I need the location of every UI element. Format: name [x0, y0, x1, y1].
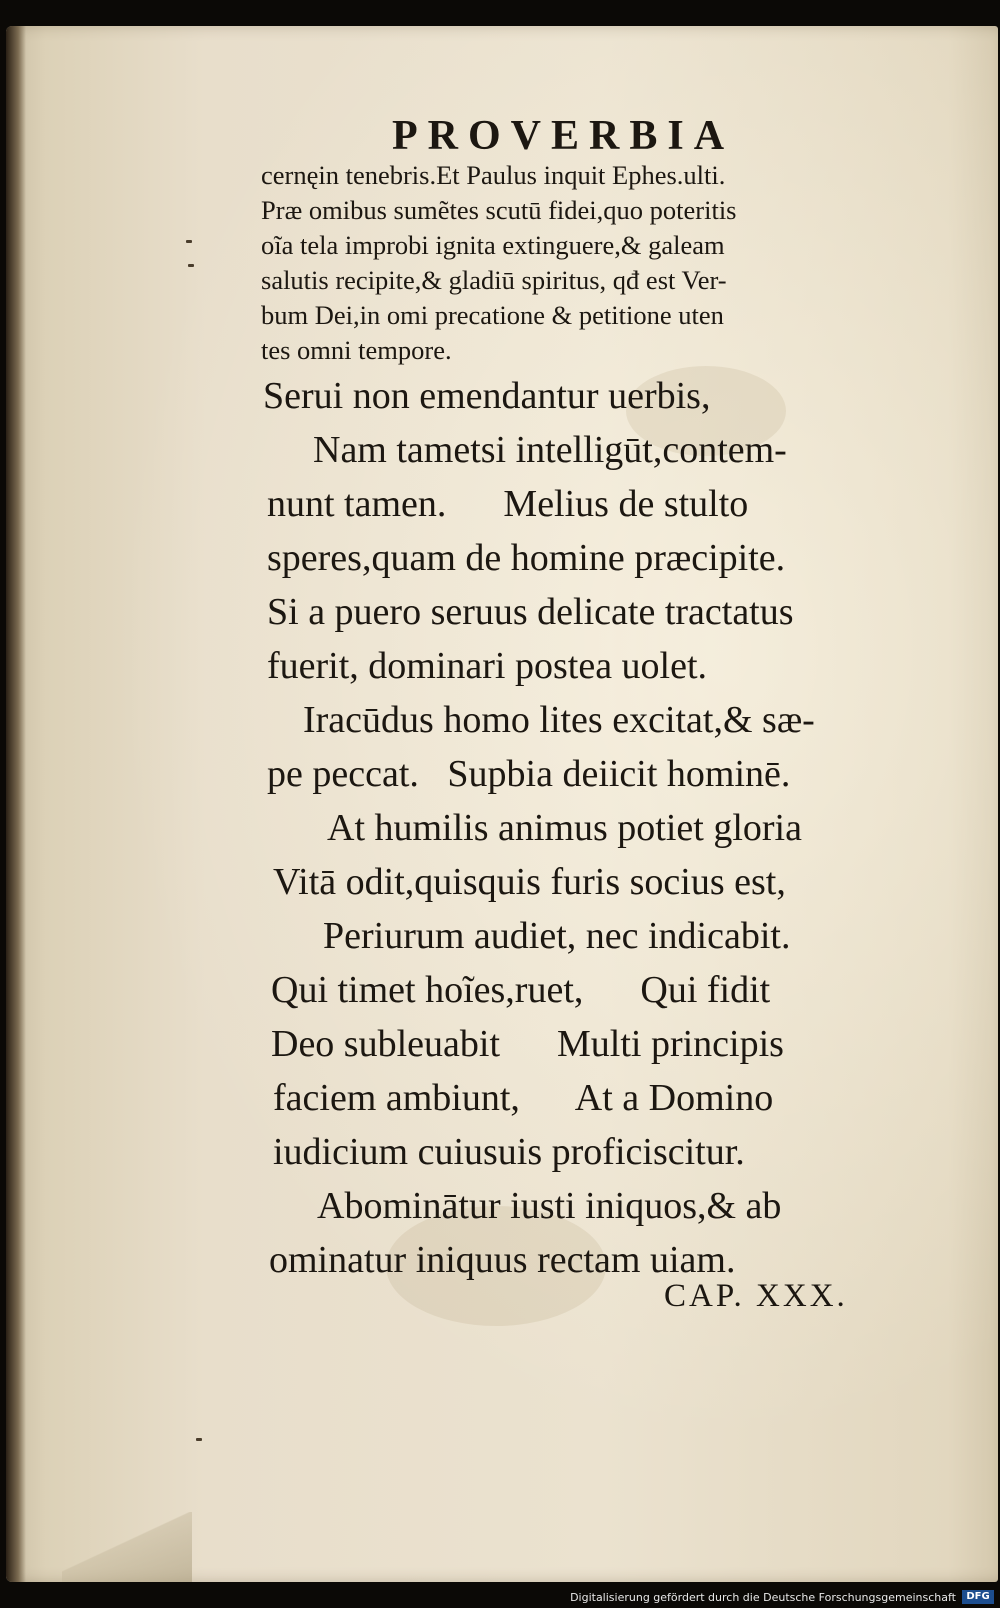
text-line: iudicium cuiusuis proficiscitur.	[273, 1131, 745, 1173]
text-line: pe peccat. Supbia deiicit hominē.	[267, 753, 791, 795]
text-line: Si a puero seruus delicate tractatus	[267, 591, 794, 633]
text-line: Deo subleuabit Multi principis	[271, 1023, 784, 1065]
commentary-line: Præ omibus sumẽtes scutū fidei,quo poteritis	[261, 195, 737, 225]
text-line: Vitā odit,quisquis furis socius est,	[273, 861, 786, 903]
catchword: CAP. XXX.	[664, 1278, 848, 1314]
margin-mark	[196, 1438, 202, 1441]
text-line: fuerit, dominari postea uolet.	[267, 645, 708, 687]
text-line: speres,quam de homine præcipite.	[267, 537, 786, 579]
text-line: Nam tametsi intelligūt,contem-	[313, 429, 787, 471]
text-line: Qui timet hoĩes,ruet, Qui fidit	[271, 969, 771, 1011]
text-line: Iracūdus homo lites excitat,& sæ-	[303, 699, 815, 741]
text-line: Abominātur iusti iniquos,& ab	[317, 1185, 782, 1227]
book-page	[6, 26, 998, 1582]
commentary-line: oĩa tela improbi ignita extinguere,& galeam	[261, 230, 725, 260]
footer-bar	[0, 1582, 1000, 1608]
commentary-line: cernęin tenebris.Et Paulus inquit Ephes.ulti.	[261, 160, 726, 190]
footer-credit: Digitalisierung gefördert durch die Deutsche Forschungsgemeinschaft	[570, 1591, 956, 1604]
text-line: Serui non emendantur uerbis,	[263, 375, 711, 417]
commentary-line: tes omni tempore.	[261, 335, 452, 365]
text-line: ominatur iniquus rectam uiam.	[269, 1239, 736, 1281]
text-line: nunt tamen. Melius de stulto	[267, 483, 749, 525]
margin-mark	[186, 240, 192, 243]
commentary-line: bum Dei,in omi precatione & petitione uten	[261, 300, 724, 330]
commentary-line: salutis recipite,& gladiū spiritus, qđ est Ver-	[261, 265, 727, 295]
text-line: Periurum audiet, nec indicabit.	[323, 915, 791, 957]
folded-corner	[62, 1512, 192, 1582]
dfg-logo-icon: DFG	[962, 1590, 994, 1604]
running-head: PROVERBIA	[392, 113, 735, 159]
text-line: At humilis animus potiet gloria	[327, 807, 802, 849]
margin-mark	[188, 264, 194, 267]
book-spine	[6, 26, 26, 1582]
text-line: faciem ambiunt, At a Domino	[273, 1077, 774, 1119]
